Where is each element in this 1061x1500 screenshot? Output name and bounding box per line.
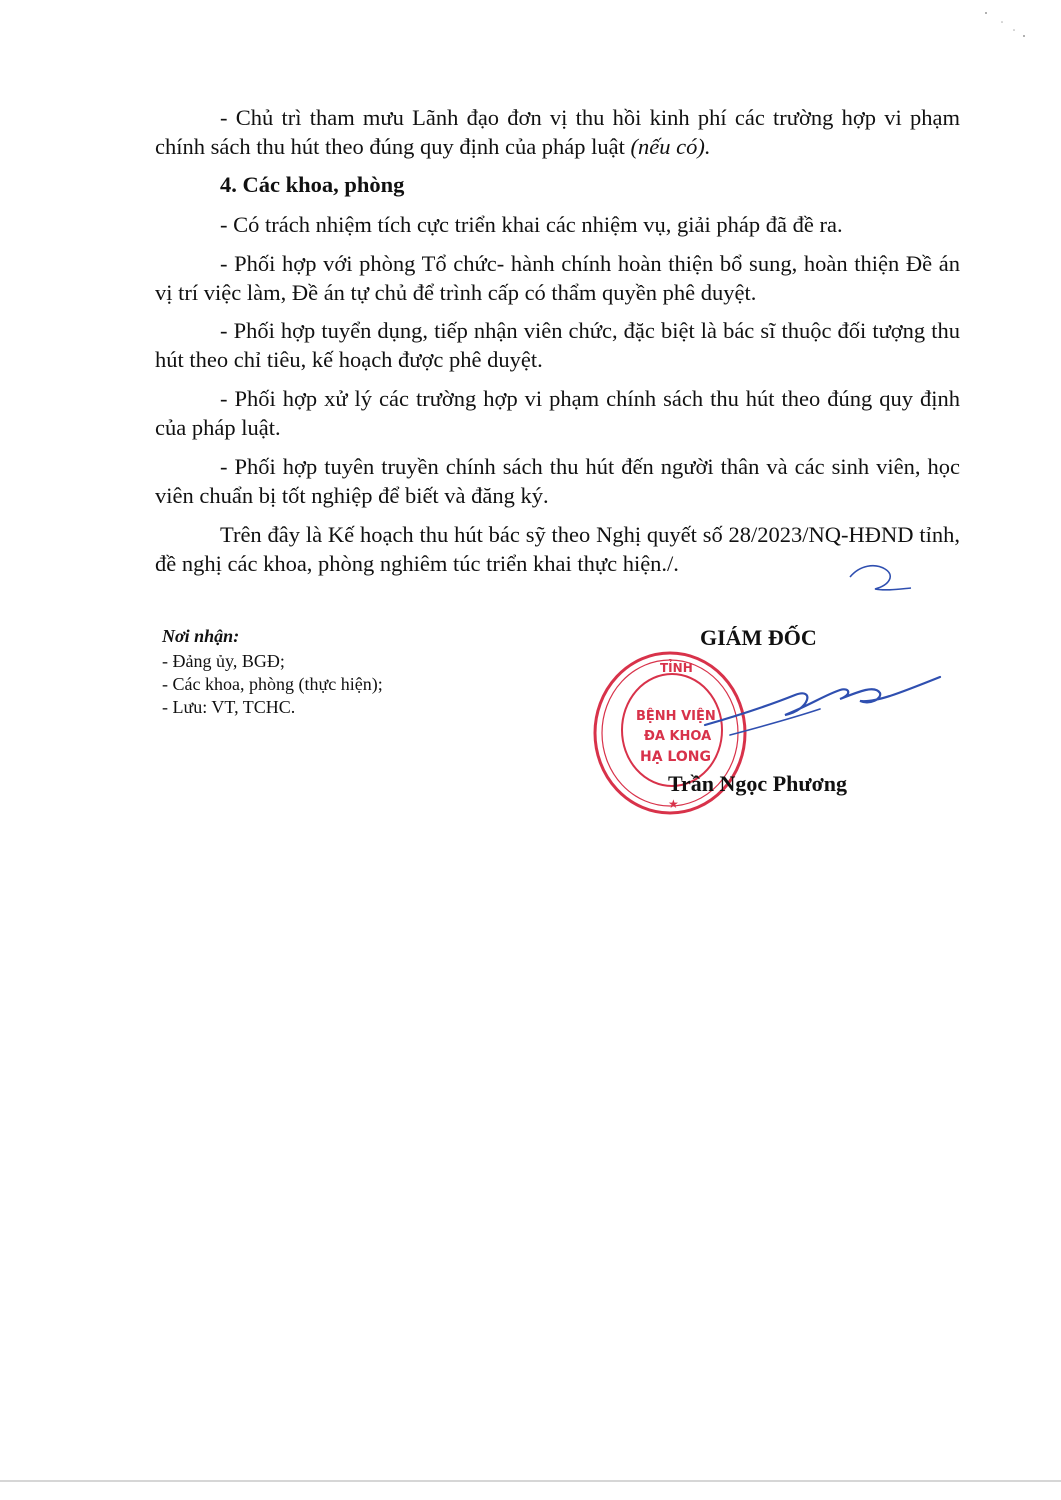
paragraph-coordinate-propaganda: - Phối hợp tuyên truyền chính sách thu hút đến người thân và các sinh viên, học viên chuẩn bị tốt nghiệp để biết và đăng ký. — [155, 454, 960, 508]
section-heading: 4. Các khoa, phòng — [220, 172, 405, 197]
scan-edge-line — [0, 1480, 1061, 1482]
seal-line-2: ĐA KHOA — [644, 729, 712, 744]
recipient-item: - Đảng ủy, BGĐ; — [162, 651, 285, 671]
handwritten-signature — [700, 665, 950, 740]
seal-top-text: TỈNH — [660, 661, 693, 675]
recipient-item: - Lưu: VT, TCHC. — [162, 697, 296, 717]
paragraph-coordinate-violations: - Phối hợp xử lý các trường hợp vi phạm chính sách thu hút theo đúng quy định của pháp luật. — [155, 386, 960, 440]
recipients-block — [162, 625, 383, 719]
seal-line-3: HẠ LONG — [640, 749, 711, 765]
svg-text:★: ★ — [668, 797, 679, 811]
paragraph-recovery-note: (nếu có). — [630, 134, 711, 159]
scan-artifact — [980, 8, 1040, 48]
recipient-item: - Các khoa, phòng (thực hiện); — [162, 674, 383, 694]
recipients-title: Nơi nhận: — [162, 626, 240, 646]
initial-flourish — [845, 555, 915, 595]
paragraph-conclusion: Trên đây là Kế hoạch thu hút bác sỹ theo Nghị quyết số 28/2023/NQ-HĐND tỉnh, đề nghị các khoa, phòng nghiêm túc triển khai thực hiện./. — [155, 522, 960, 576]
paragraph-recovery — [155, 103, 960, 161]
paragraph-coordinate-recruitment: - Phối hợp tuyển dụng, tiếp nhận viên chức, đặc biệt là bác sĩ thuộc đối tượng thu hút theo chỉ tiêu, kế hoạch được phê duyệt. — [155, 318, 960, 372]
signatory-title: GIÁM ĐỐC — [700, 625, 817, 650]
seal-line-1: BỆNH VIỆN — [636, 709, 716, 724]
paragraph-responsibility: - Có trách nhiệm tích cực triển khai các nhiệm vụ, giải pháp đã đề ra. — [220, 212, 843, 237]
paragraph-recovery-text: - Chủ trì tham mưu Lãnh đạo đơn vị thu hồi kinh phí các trường hợp vi phạm chính sách thu hút theo đúng quy định của pháp luật — [155, 105, 960, 159]
signatory-name: Trần Ngọc Phương — [668, 771, 847, 796]
paragraph-coordinate-organization: - Phối hợp với phòng Tổ chức- hành chính hoàn thiện bổ sung, hoàn thiện Đề án vị trí việc làm, Đề án tự chủ để trình cấp có thẩm quyền phê duyệt. — [155, 251, 960, 305]
